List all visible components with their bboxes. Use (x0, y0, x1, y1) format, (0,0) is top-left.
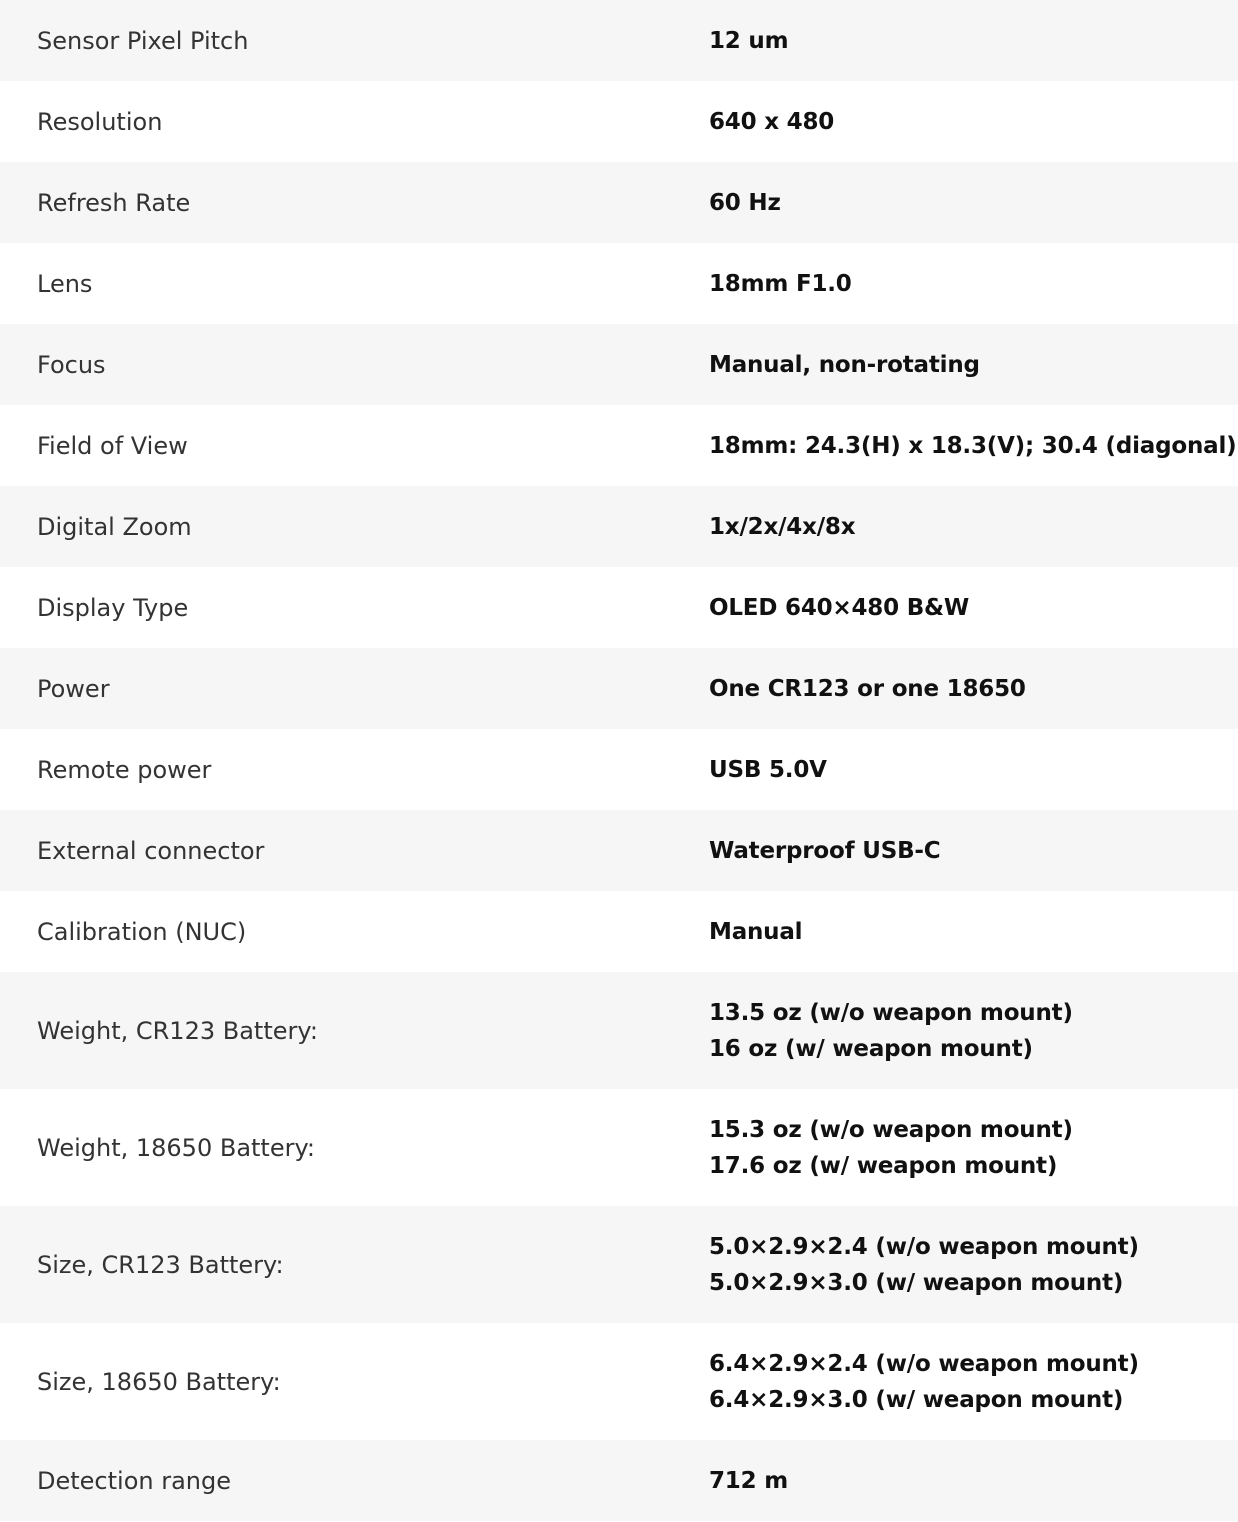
spec-value (672, 648, 1238, 729)
spec-value (672, 324, 1238, 405)
spec-row (0, 1440, 1238, 1521)
spec-label: Remote power (37, 755, 212, 784)
spec-value-line: 5.0×2.9×3.0 (w/ weapon mount) (709, 1269, 1124, 1296)
spec-row (0, 729, 1238, 810)
spec-value-line: 60 Hz (709, 189, 781, 216)
spec-value-line: USB 5.0V (709, 756, 827, 783)
spec-value-line: 712 m (709, 1467, 788, 1494)
spec-label: Weight, CR123 Battery: (37, 1016, 318, 1045)
spec-label: Detection range (37, 1466, 232, 1495)
spec-row (0, 324, 1238, 405)
spec-label: Focus (37, 350, 106, 379)
spec-value (672, 243, 1238, 324)
spec-label: Display Type (37, 593, 189, 622)
spec-value (672, 1323, 1238, 1440)
spec-value-line: Waterproof USB-C (709, 837, 941, 864)
spec-label: Size, CR123 Battery: (37, 1250, 284, 1279)
spec-value-line: 13.5 oz (w/o weapon mount) (709, 999, 1073, 1026)
spec-row (0, 243, 1238, 324)
spec-value (672, 891, 1238, 972)
spec-label: Weight, 18650 Battery: (37, 1133, 316, 1162)
spec-value (672, 810, 1238, 891)
spec-value (672, 567, 1238, 648)
spec-value-line: 16 oz (w/ weapon mount) (709, 1035, 1033, 1062)
spec-value-line: 6.4×2.9×3.0 (w/ weapon mount) (709, 1386, 1124, 1413)
spec-value (672, 729, 1238, 810)
spec-value-line: Manual, non-rotating (709, 351, 980, 378)
spec-value-line: 5.0×2.9×2.4 (w/o weapon mount) (709, 1233, 1139, 1260)
spec-label: Power (37, 674, 110, 703)
spec-label: Resolution (37, 107, 163, 136)
spec-label: Lens (37, 269, 93, 298)
spec-label: Refresh Rate (37, 188, 191, 217)
spec-row (0, 810, 1238, 891)
spec-value-line: 1x/2x/4x/8x (709, 513, 856, 540)
spec-row (0, 1206, 1238, 1323)
spec-value-line: 18mm: 24.3(H) x 18.3(V); 30.4 (diagonal) (709, 432, 1237, 459)
spec-row (0, 486, 1238, 567)
spec-row (0, 0, 1238, 81)
spec-value-line: 12 um (709, 27, 789, 54)
spec-value-line: OLED 640×480 B&W (709, 594, 970, 621)
spec-value (672, 162, 1238, 243)
spec-label: External connector (37, 836, 265, 865)
spec-value-line: 15.3 oz (w/o weapon mount) (709, 1116, 1073, 1143)
spec-row (0, 162, 1238, 243)
spec-row (0, 648, 1238, 729)
spec-value (672, 1089, 1238, 1206)
spec-value-line: 6.4×2.9×2.4 (w/o weapon mount) (709, 1350, 1139, 1377)
spec-row (0, 1089, 1238, 1206)
spec-value (672, 405, 1238, 486)
spec-row (0, 81, 1238, 162)
spec-label: Calibration (NUC) (37, 917, 247, 946)
spec-value-line: Manual (709, 918, 803, 945)
spec-label: Field of View (37, 431, 188, 460)
spec-value (672, 1206, 1238, 1323)
spec-row (0, 1323, 1238, 1440)
spec-label: Size, 18650 Battery: (37, 1367, 281, 1396)
spec-label: Digital Zoom (37, 512, 192, 541)
spec-value (672, 972, 1238, 1089)
spec-value (672, 81, 1238, 162)
spec-row (0, 567, 1238, 648)
spec-value (672, 486, 1238, 567)
spec-value (672, 1440, 1238, 1521)
spec-value (672, 0, 1238, 81)
spec-row (0, 972, 1238, 1089)
spec-value-line: One CR123 or one 18650 (709, 675, 1026, 702)
spec-value-line: 18mm F1.0 (709, 270, 852, 297)
spec-row (0, 891, 1238, 972)
spec-value-line: 640 x 480 (709, 108, 835, 135)
spec-label: Sensor Pixel Pitch (37, 26, 249, 55)
spec-row (0, 405, 1238, 486)
spec-value-line: 17.6 oz (w/ weapon mount) (709, 1152, 1058, 1179)
